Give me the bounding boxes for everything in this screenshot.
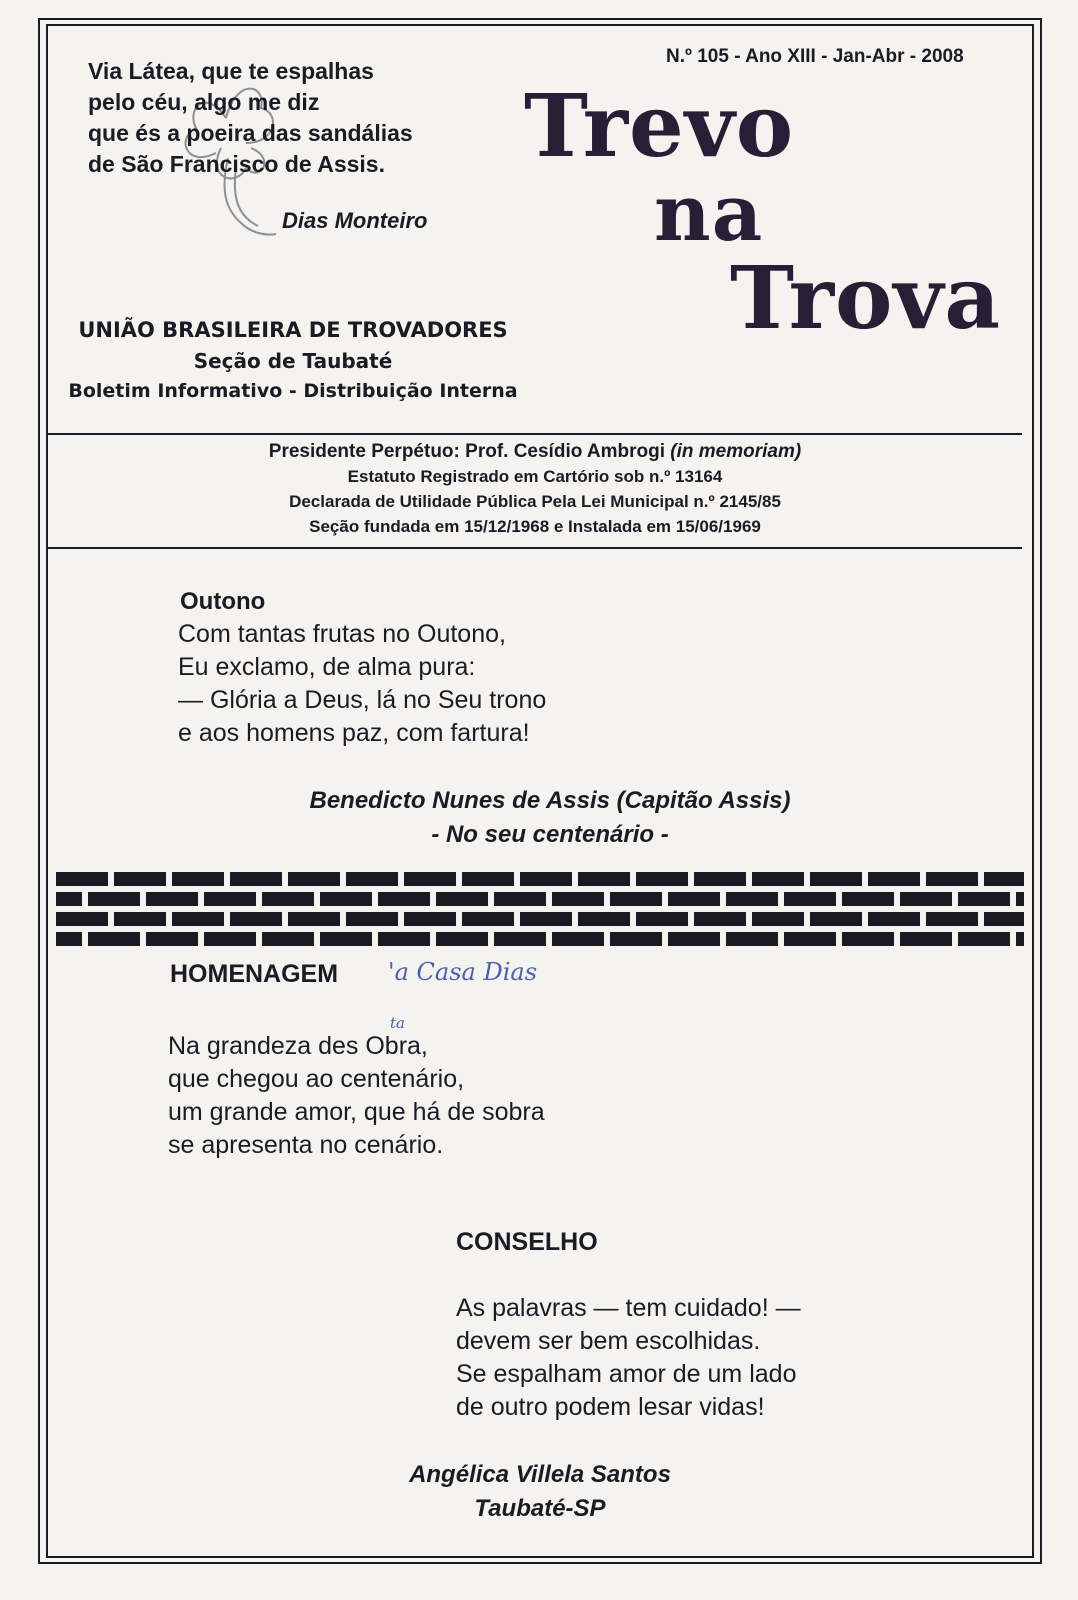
brick (88, 892, 140, 906)
brick (1016, 932, 1024, 946)
brick-divider-icon (56, 872, 1024, 946)
brick (900, 892, 952, 906)
president-line (48, 440, 1022, 464)
brick-row (56, 912, 1024, 926)
brick (610, 932, 662, 946)
brick (868, 872, 920, 886)
brick (668, 932, 720, 946)
epigraph-line: pelo céu, algo me diz (88, 89, 320, 115)
brick (172, 912, 224, 926)
poem1-author-name: Benedicto Nunes de Assis (Capitão Assis) (309, 787, 791, 814)
brick (984, 912, 1024, 926)
brick (926, 912, 978, 926)
brick (88, 932, 140, 946)
brick (752, 872, 804, 886)
poem1-line: Com tantas frutas no Outono, (178, 620, 506, 648)
brick (436, 892, 488, 906)
brick (636, 912, 688, 926)
brick (842, 892, 894, 906)
brick (204, 932, 256, 946)
brick (288, 912, 340, 926)
brick (320, 892, 372, 906)
poem2-line: Na grandeza des Obra, (168, 1032, 428, 1060)
poem1-line: e aos homens paz, com fartura! (178, 719, 530, 747)
brick (378, 932, 430, 946)
handwritten-insert: ta (390, 1014, 405, 1032)
brick (56, 932, 82, 946)
brick-row (56, 932, 1024, 946)
brick (958, 932, 1010, 946)
brick (262, 892, 314, 906)
poem1-body (178, 618, 546, 750)
brick (520, 872, 572, 886)
brick (346, 912, 398, 926)
brick (552, 892, 604, 906)
epigraph-line: de São Francisco de Assis. (88, 151, 385, 177)
brick-row (56, 872, 1024, 886)
brick (926, 872, 978, 886)
poem2-line: se apresenta no cenário. (168, 1131, 444, 1159)
poem3-line: de outro podem lesar vidas! (456, 1393, 765, 1421)
brick (984, 872, 1024, 886)
brick-row (56, 892, 1024, 906)
brick (436, 932, 488, 946)
statute-line: Estatuto Registrado em Cartório sob n.º 13164 (347, 467, 723, 486)
organization-bulletin: Boletim Informativo - Distribuição Interna (68, 380, 518, 402)
brick (288, 872, 340, 886)
brick (842, 932, 894, 946)
poem3-body (456, 1292, 801, 1424)
brick (552, 932, 604, 946)
brick (726, 892, 778, 906)
brick (320, 932, 372, 946)
epigraph (88, 56, 413, 180)
brick (726, 932, 778, 946)
brick (378, 892, 430, 906)
brick (752, 912, 804, 926)
brick (56, 912, 108, 926)
brick (230, 912, 282, 926)
brick (900, 932, 952, 946)
epigraph-line: Via Látea, que te espalhas (88, 58, 374, 84)
brick (668, 892, 720, 906)
info-block (48, 440, 1022, 539)
brick (784, 892, 836, 906)
brick (146, 892, 198, 906)
divider-top (48, 433, 1022, 435)
brick (346, 872, 398, 886)
poem1-author (180, 784, 920, 852)
poem2-body (168, 1030, 545, 1162)
brick (636, 872, 688, 886)
brick (262, 932, 314, 946)
brick (204, 892, 256, 906)
organization-section: Seção de Taubaté (193, 349, 393, 373)
brick (114, 912, 166, 926)
brick (578, 872, 630, 886)
epigraph-line: que és a poeira das sandálias (88, 120, 413, 146)
poem3-title: CONSELHO (456, 1228, 598, 1256)
brick (520, 912, 572, 926)
brick (578, 912, 630, 926)
organization-name: UNIÃO BRASILEIRA DE TROVADORES (78, 318, 508, 342)
poem3-line: devem ser bem escolhidas. (456, 1327, 761, 1355)
brick (868, 912, 920, 926)
utility-line: Declarada de Utilidade Pública Pela Lei Municipal n.º 2145/85 (289, 492, 781, 511)
brick (56, 892, 82, 906)
brick (404, 912, 456, 926)
brick (462, 912, 514, 926)
poem1-note: - No seu centenário - (431, 821, 669, 848)
brick (494, 892, 546, 906)
poem2-line: um grande amor, que há de sobra (168, 1098, 545, 1126)
organization-block (56, 314, 530, 406)
founded-line: Seção fundada em 15/12/1968 e Instalada em 15/06/1969 (309, 517, 761, 536)
brick (114, 872, 166, 886)
issue-number: N.º 105 - Ano XIII - Jan-Abr - 2008 (666, 46, 964, 67)
masthead-line-1: Trevo (524, 76, 795, 177)
brick (462, 872, 514, 886)
poem3-line: Se espalham amor de um lado (456, 1360, 797, 1388)
brick (230, 872, 282, 886)
poem2-title: HOMENAGEM (170, 960, 339, 988)
poem3-author (330, 1458, 750, 1526)
president-note: (in memoriam) (670, 441, 802, 462)
masthead-line-3: Trova (730, 248, 1002, 349)
poem2-line: que chegou ao centenário, (168, 1065, 465, 1093)
brick (56, 872, 108, 886)
brick (694, 872, 746, 886)
handwritten-dedication: 'a Casa Dias (388, 958, 538, 986)
poem1-line: Eu exclamo, de alma pura: (178, 653, 476, 681)
divider-bottom (48, 547, 1022, 549)
poem3-place: Taubaté-SP (474, 1495, 606, 1522)
president-text: Presidente Perpétuo: Prof. Cesídio Ambrogi (268, 441, 666, 462)
brick (404, 872, 456, 886)
brick (810, 912, 862, 926)
epigraph-author: Dias Monteiro (282, 208, 428, 233)
brick (146, 932, 198, 946)
poem1-line: — Glória a Deus, lá no Seu trono (178, 686, 547, 714)
poem1-title: Outono (180, 588, 266, 615)
poem3-line: As palavras — tem cuidado! — (456, 1294, 801, 1322)
brick (958, 892, 1010, 906)
poem3-author-name: Angélica Villela Santos (409, 1461, 671, 1488)
brick (172, 872, 224, 886)
brick (610, 892, 662, 906)
brick (1016, 892, 1024, 906)
masthead-line-2: na (654, 168, 764, 259)
brick (694, 912, 746, 926)
brick (810, 872, 862, 886)
brick (784, 932, 836, 946)
brick (494, 932, 546, 946)
